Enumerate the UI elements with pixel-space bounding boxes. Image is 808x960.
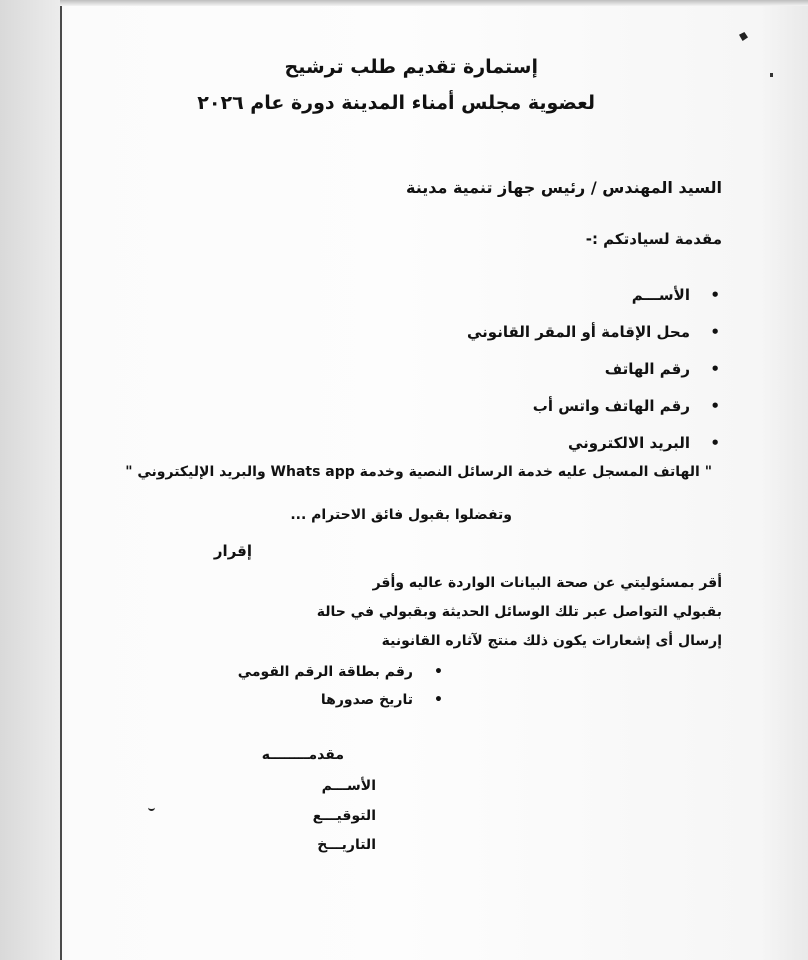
signature-name-label: الأســـم [321, 778, 376, 794]
acknowledgement-text-line: أقر بمسئوليتي عن صحة البيانات الواردة عاليه وأقر [372, 575, 722, 591]
field-whatsapp: • رقم الهاتف واتس أب [467, 397, 720, 434]
field-address: • محل الإقامة أو المقر القانوني [467, 323, 720, 360]
field-national-id: • رقم بطاقة الرقم القومي [238, 664, 443, 692]
applicant-fields-list [467, 286, 720, 471]
form-title: إستمارة تقديم طلب ترشيح [284, 56, 538, 78]
closing-line: وتفضلوا بقبول فائق الاحترام ... [290, 507, 512, 523]
addressee-line: السيد المهندس / رئيس جهاز تنمية مدينة [405, 178, 722, 197]
acknowledgement-items-list [238, 664, 443, 720]
greeting-line: مقدمة لسيادتكم :- [585, 230, 722, 248]
acknowledgement-text-line: إرسال أى إشعارات يكون ذلك منتج لآثاره القانونية [381, 633, 722, 649]
signature-sign-label: التوقيـــع [312, 808, 376, 824]
contact-note: " الهاتف المسجل عليه خدمة الرسائل النصية وخدمة Whats app والبريد الإليكتروني " [125, 464, 712, 480]
form-subtitle: لعضوية مجلس أمناء المدينة دورة عام ٢٠٢٦ [197, 92, 595, 114]
submitter-label: مقدمــــــــه [261, 747, 344, 763]
signature-date-label: التاريـــخ [317, 837, 376, 853]
field-issue-date: • تاريخ صدورها [238, 692, 443, 720]
acknowledgement-title: إقرار [213, 542, 252, 560]
field-name: • الأســـم [467, 286, 720, 323]
field-email: • البريد الالكتروني [467, 434, 720, 471]
field-phone: • رقم الهاتف [467, 360, 720, 397]
acknowledgement-text-line: بقبولي التواصل عبر تلك الوسائل الحديثة وبقبولي في حالة [316, 604, 722, 620]
